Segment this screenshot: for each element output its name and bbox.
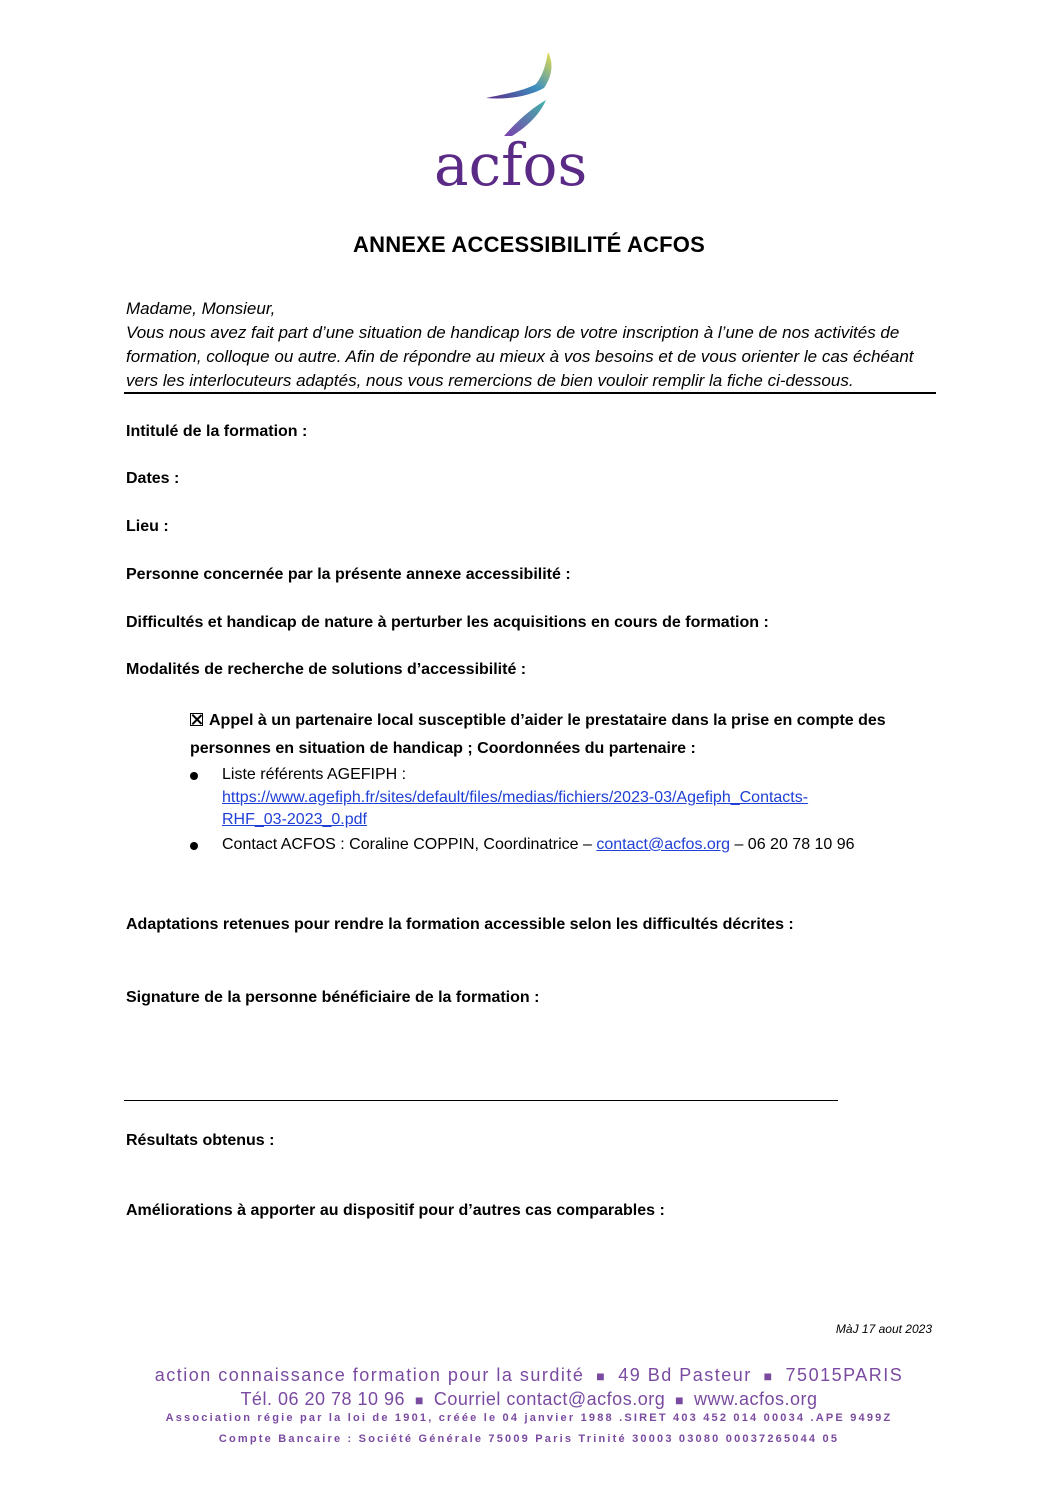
footer-website: www.acfos.org bbox=[694, 1389, 818, 1409]
footer-phone: Tél. 06 20 78 10 96 bbox=[240, 1389, 406, 1409]
footer-line-1 bbox=[0, 1365, 1058, 1386]
intro-divider bbox=[124, 392, 936, 394]
footer-bank: Compte Bancaire : Société Générale 75009 Paris Trinité 30003 03080 00037265044 05 bbox=[218, 1433, 840, 1445]
field-adaptations: Adaptations retenues pour rendre la formation accessible selon les difficultés décrites : bbox=[126, 916, 794, 933]
separator-dot-icon: ■ bbox=[590, 1368, 612, 1384]
intro-line-2: formation, colloque ou autre. Afin de répondre au mieux à vos besoins et de vous orienter le cas échéant bbox=[126, 347, 914, 366]
agefiph-url-line-1[interactable]: https://www.agefiph.fr/sites/default/files/medias/fichiers/2023-03/Agefiph_Contacts- bbox=[222, 789, 809, 806]
field-difficultes: Difficultés et handicap de nature à perturber les acquisitions en cours de formation : bbox=[126, 614, 769, 631]
agefiph-url-line-2[interactable]: RHF_03-2023_0.pdf bbox=[222, 811, 367, 828]
bullet-icon bbox=[190, 772, 198, 780]
acfos-logo bbox=[428, 50, 628, 200]
contact-email-link[interactable]: contact@acfos.org bbox=[596, 836, 731, 853]
footer-org-name: action connaissance formation pour la surdité bbox=[154, 1365, 585, 1385]
agefiph-link[interactable] bbox=[222, 787, 808, 809]
partner-option-text-1: Appel à un partenaire local susceptible d’aider le prestataire dans la prise en compte des bbox=[209, 712, 886, 729]
separator-dot-icon: ■ bbox=[758, 1368, 780, 1384]
field-modalites: Modalités de recherche de solutions d’accessibilité : bbox=[126, 661, 527, 678]
footer-line-2 bbox=[0, 1389, 1058, 1410]
agefiph-label: Liste référents AGEFIPH : bbox=[222, 766, 407, 783]
footer-city: 75015PARIS bbox=[785, 1365, 904, 1385]
footer-street: 49 Bd Pasteur bbox=[618, 1365, 752, 1385]
contact-line bbox=[222, 834, 855, 856]
signature-line bbox=[124, 1100, 838, 1101]
field-personne: Personne concernée par la présente annexe accessibilité : bbox=[126, 566, 571, 583]
logo-wordmark: acfos bbox=[434, 131, 588, 199]
contact-suffix: – 06 20 78 10 96 bbox=[730, 836, 855, 853]
checked-checkbox-icon[interactable] bbox=[190, 713, 203, 726]
agefiph-link-cont[interactable] bbox=[222, 809, 367, 831]
field-ameliorations: Améliorations à apporter au dispositif pour d’autres cas comparables : bbox=[126, 1202, 665, 1219]
intro-salutation: Madame, Monsieur, bbox=[126, 299, 276, 318]
field-resultats: Résultats obtenus : bbox=[126, 1132, 275, 1149]
bullet-icon bbox=[190, 842, 198, 850]
field-intitule: Intitulé de la formation : bbox=[126, 423, 308, 440]
field-dates: Dates : bbox=[126, 470, 180, 487]
intro-line-3: vers les interlocuteurs adaptés, nous vous remercions de bien vouloir remplir la fiche ci-dessous. bbox=[126, 371, 854, 390]
logo-swoosh-icon bbox=[428, 50, 628, 140]
partner-option-line-1 bbox=[190, 707, 950, 735]
field-signature: Signature de la personne bénéficiaire de la formation : bbox=[126, 989, 540, 1006]
contact-prefix: Contact ACFOS : Coraline COPPIN, Coordinatrice – bbox=[222, 836, 597, 853]
intro-line-1: Vous nous avez fait part d’une situation de handicap lors de votre inscription à l’une de nos activités de bbox=[126, 323, 900, 342]
separator-dot-icon: ■ bbox=[410, 1392, 429, 1408]
footer-legal: Association régie par la loi de 1901, créée le 04 janvier 1988 .SIRET 403 452 014 00034 .APE 9499Z bbox=[165, 1412, 893, 1424]
footer-email: Courriel contact@acfos.org bbox=[433, 1389, 666, 1409]
separator-dot-icon: ■ bbox=[670, 1392, 689, 1408]
field-lieu: Lieu : bbox=[126, 518, 169, 535]
update-note: MàJ 17 aout 2023 bbox=[835, 1322, 932, 1336]
partner-option bbox=[190, 707, 950, 763]
partner-option-text-2: personnes en situation de handicap ; Coordonnées du partenaire : bbox=[190, 740, 696, 757]
document-title: ANNEXE ACCESSIBILITÉ ACFOS bbox=[353, 232, 705, 257]
